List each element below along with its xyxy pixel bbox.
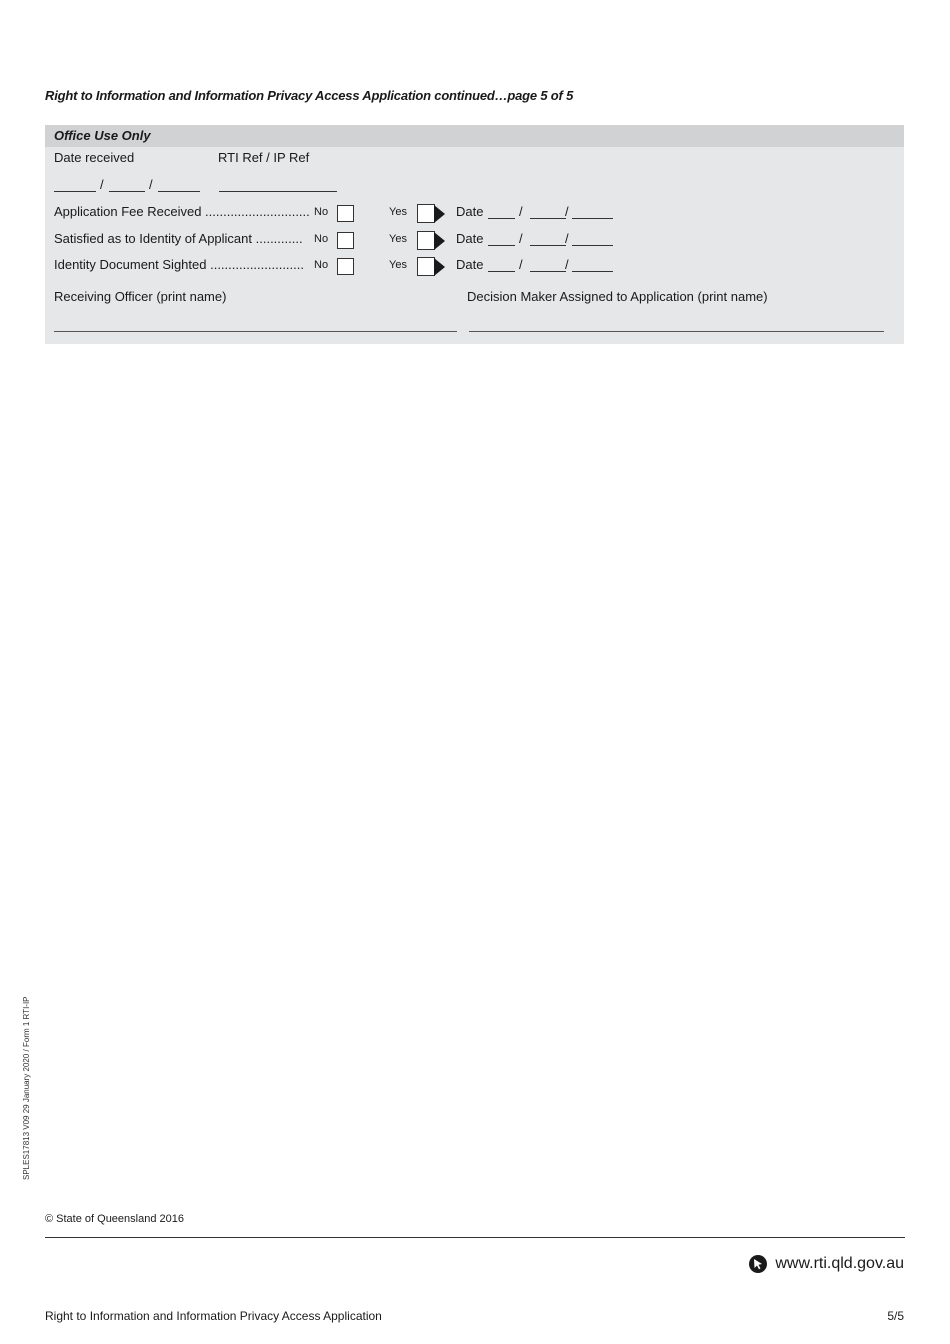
no-label: No [314,206,329,218]
date-received-label: Date received [54,150,135,165]
date-year-field[interactable] [572,245,613,246]
fee-yes-checkbox[interactable] [417,204,447,224]
date-sep: / [100,177,104,192]
rti-ref-label: RTI Ref / IP Ref [218,150,310,165]
office-use-box [45,125,904,344]
yes-label: Yes [389,259,407,271]
date-day-field[interactable] [488,271,515,272]
date-sep: / [149,177,153,192]
no-label: No [314,259,329,271]
date-day-field[interactable] [488,245,515,246]
footer-divider [45,1237,905,1238]
cursor-icon [749,1255,767,1273]
office-use-title: Office Use Only [45,125,904,147]
date-sep: / [565,257,569,272]
yes-label: Yes [389,233,407,245]
receiving-officer-label: Receiving Officer (print name) [54,289,227,304]
yes-label: Yes [389,206,407,218]
receiving-officer-field[interactable] [54,331,457,332]
date-received-month-field[interactable] [109,191,145,192]
date-sep: / [519,204,523,219]
date-sep: / [519,231,523,246]
date-month-field[interactable] [530,271,566,272]
row-label: Application Fee Received ............................. [54,204,310,219]
footer-form-name: Right to Information and Information Privacy Access Application [45,1309,382,1323]
no-label: No [314,233,329,245]
page-number: 5/5 [887,1309,904,1323]
row-label: Identity Document Sighted .......................... [54,257,304,272]
date-sep: / [565,231,569,246]
identity-yes-checkbox[interactable] [417,231,447,251]
date-month-field[interactable] [530,245,566,246]
date-year-field[interactable] [572,218,613,219]
document-no-checkbox[interactable] [337,258,354,275]
date-day-field[interactable] [488,218,515,219]
date-received-day-field[interactable] [54,191,96,192]
rti-ref-field[interactable] [219,191,337,192]
identity-no-checkbox[interactable] [337,232,354,249]
date-month-field[interactable] [530,218,566,219]
date-sep: / [565,204,569,219]
row-label: Satisfied as to Identity of Applicant ............. [54,231,303,246]
date-label: Date [456,204,484,219]
date-label: Date [456,231,484,246]
continued-heading: Right to Information and Information Privacy Access Application continued…page 5 of 5 [45,88,574,103]
date-sep: / [519,257,523,272]
arrow-right-icon [434,258,445,276]
date-year-field[interactable] [572,271,613,272]
decision-maker-field[interactable] [469,331,884,332]
date-label: Date [456,257,484,272]
arrow-right-icon [434,232,445,250]
date-received-year-field[interactable] [158,191,200,192]
fee-no-checkbox[interactable] [337,205,354,222]
arrow-right-icon [434,205,445,223]
form-code: SPLES17813 V09 29 January 2020 / Form 1 RTI-IP [22,996,31,1180]
decision-maker-label: Decision Maker Assigned to Application (print name) [467,289,768,304]
website-url: www.rti.qld.gov.au [775,1255,904,1272]
document-yes-checkbox[interactable] [417,257,447,277]
website-link[interactable] [749,1255,904,1273]
copyright: © State of Queensland 2016 [45,1213,184,1225]
